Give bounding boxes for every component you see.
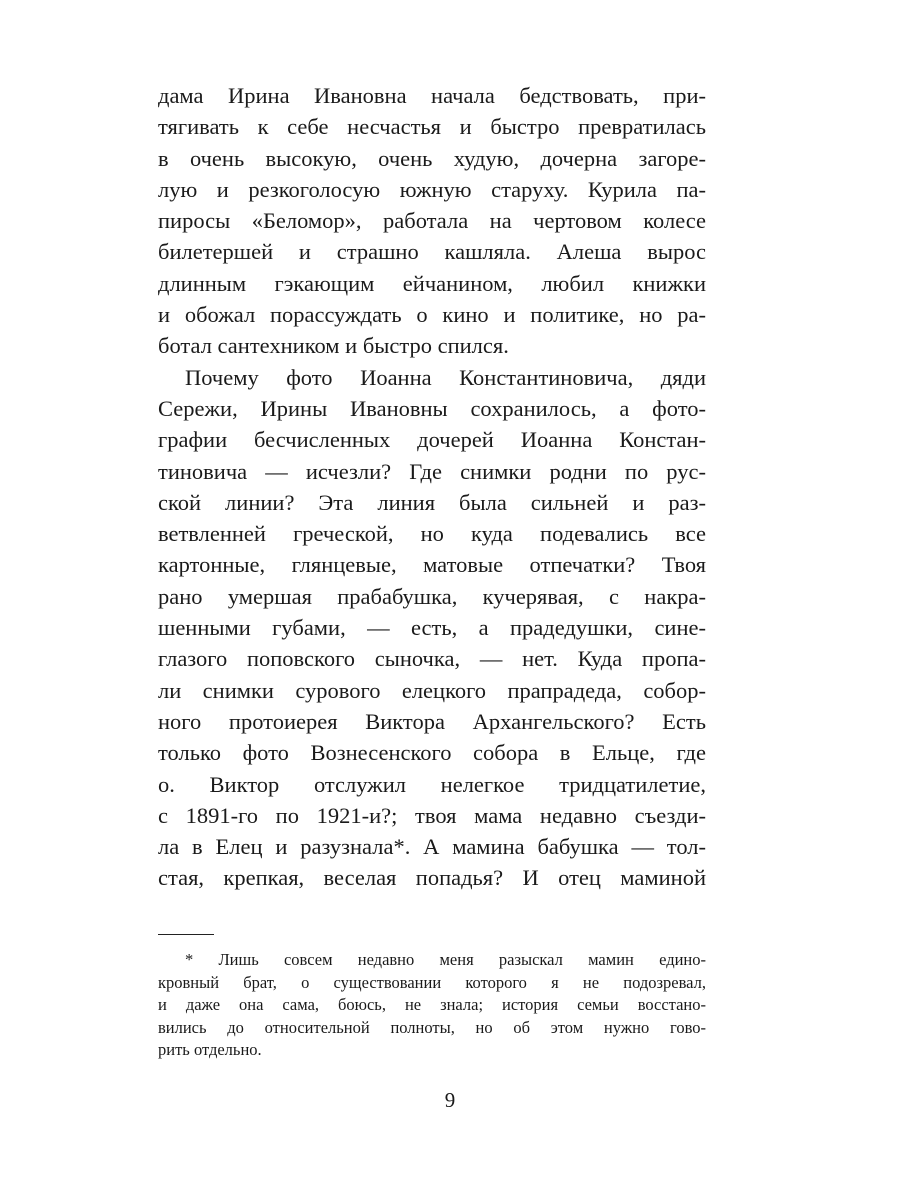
page-number: 9 <box>444 1088 456 1112</box>
text-line: рано умершая прабабушка, кучерявая, с накра- <box>158 583 706 609</box>
footnote-line: и даже она сама, боюсь, не знала; история семьи восстано- <box>158 995 706 1014</box>
text-line: только фото Вознесенского собора в Ельце, где <box>158 740 706 766</box>
text-line: стая, крепкая, веселая попадья? И отец маминой <box>158 865 706 891</box>
footnote-line: вились до относительной полноты, но об этом нужно гово- <box>158 1017 706 1037</box>
paragraph-1 <box>158 80 706 362</box>
footnote <box>158 949 706 1062</box>
text-line: и обожал порассуждать о кино и политике, но ра- <box>158 302 706 328</box>
text-line: графии бесчисленных дочерей Иоанна Констан- <box>158 427 706 453</box>
footnote-line: рить отдельно. <box>158 1040 262 1059</box>
text-line: с 1891-го по 1921-и?; твоя мама недавно съезди- <box>158 802 706 828</box>
text-line: ской линии? Эта линия была сильней и раз- <box>158 489 706 515</box>
footnote-line: кровный брат, о существовании которого я не подозревал, <box>158 972 706 992</box>
text-line: ла в Елец и разузнала*. А мамина бабушка — тол- <box>158 834 706 860</box>
text-line: ного протоиерея Виктора Архангельского? Есть <box>158 708 706 734</box>
text-line: картонные, глянцевые, матовые отпечатки? Твоя <box>158 552 706 578</box>
paragraph-2 <box>158 362 706 894</box>
text-line: дама Ирина Ивановна начала бедствовать, при- <box>158 83 706 108</box>
main-text <box>158 80 706 894</box>
text-line: тиновича — исчезли? Где снимки родни по рус- <box>158 458 706 484</box>
text-line: длинным гэкающим ейчанином, любил книжки <box>158 270 706 296</box>
footnote-line: * Лишь совсем недавно меня разыскал мамин едино- <box>185 950 706 969</box>
text-line: ботал сантехником и быстро спился. <box>158 333 509 359</box>
text-line: о. Виктор отслужил нелегкое тридцатилетие, <box>158 771 706 797</box>
text-line: шенными губами, — есть, а прадедушки, сине- <box>158 615 706 641</box>
text-line: лую и резкоголосую южную старуху. Курила па- <box>158 176 706 202</box>
text-line: Почему фото Иоанна Константиновича, дяди <box>185 364 706 390</box>
text-line: пиросы «Беломор», работала на чертовом колесе <box>158 208 706 234</box>
text-line: Сережи, Ирины Ивановны сохранилось, а фото- <box>158 395 706 421</box>
text-line: в очень высокую, очень худую, дочерна загоре- <box>158 145 706 171</box>
text-line: ветвленней греческой, но куда подевались все <box>158 521 706 547</box>
text-line: глазого поповского сыночка, — нет. Куда пропа- <box>158 646 706 672</box>
footnote-separator <box>158 934 214 935</box>
text-line: ли снимки сурового елецкого прапрадеда, собор- <box>158 677 706 703</box>
text-line: билетершей и страшно кашляла. Алеша вырос <box>158 239 706 265</box>
text-line: тягивать к себе несчастья и быстро превратилась <box>158 114 706 140</box>
